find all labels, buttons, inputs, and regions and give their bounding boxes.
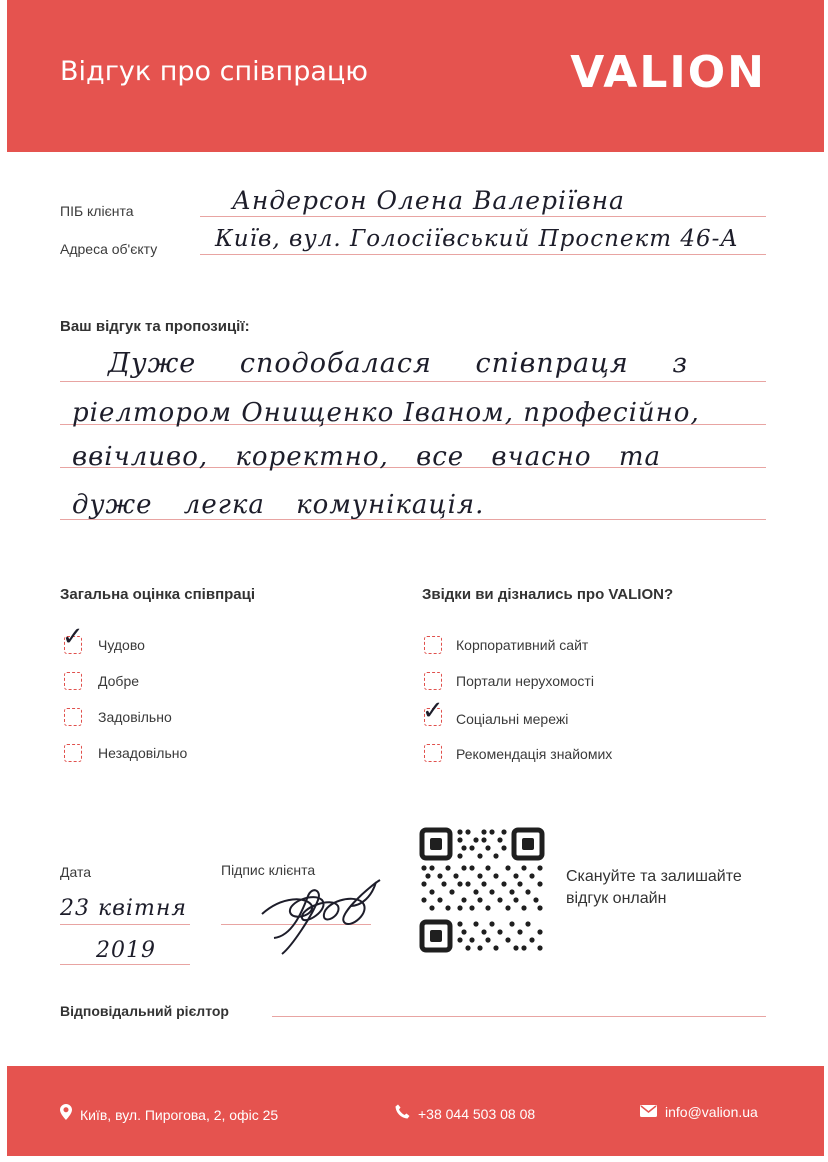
date-line-2 xyxy=(60,964,190,965)
rating-option-good: Добре xyxy=(98,673,140,689)
feedback-text-2: ріелтором Онищенко Іваном, професійно, xyxy=(72,398,700,428)
footer-phone[interactable] xyxy=(395,1104,535,1123)
client-name-value: Андерсон Олена Валеріївна xyxy=(232,186,625,215)
rating-option-satisfactory: Задовільно xyxy=(98,709,172,725)
source-option-social: Соціальні мережі xyxy=(456,711,569,727)
footer-email-text: info@valion.ua xyxy=(665,1104,758,1120)
rating-option-excellent: Чудово xyxy=(98,637,145,653)
source-checkbox-portals[interactable] xyxy=(424,672,442,690)
signature-label: Підпис клієнта xyxy=(221,862,316,878)
rating-checkbox-satisfactory[interactable] xyxy=(64,708,82,726)
footer-band xyxy=(7,1066,824,1156)
client-name-line xyxy=(200,216,766,217)
rating-checkbox-unsatisfactory[interactable] xyxy=(64,744,82,762)
envelope-icon xyxy=(640,1104,657,1121)
client-signature-image xyxy=(252,866,392,958)
qr-code[interactable] xyxy=(418,826,546,954)
checkmark-icon: ✓ xyxy=(422,696,444,726)
qr-code-icon xyxy=(418,826,546,954)
realtor-label: Відповідальний рієлтор xyxy=(60,1003,229,1019)
rating-option-unsatisfactory: Незадовільно xyxy=(98,745,188,761)
footer-address-text: Київ, вул. Пирогова, 2, офіс 25 xyxy=(80,1107,279,1123)
qr-caption: Скануйте та залишайте відгук онлайн xyxy=(566,868,742,907)
client-address-label: Адреса об'єкту xyxy=(60,241,158,257)
location-pin-icon xyxy=(60,1104,72,1124)
source-option-website: Корпоративний сайт xyxy=(456,637,589,653)
page-title: Відгук про співпрацю xyxy=(60,56,368,87)
footer-address xyxy=(60,1104,278,1124)
feedback-label: Ваш відгук та пропозиції: xyxy=(60,318,250,335)
header-band xyxy=(7,0,824,152)
feedback-line-1 xyxy=(60,381,766,382)
source-checkbox-recommendation[interactable] xyxy=(424,744,442,762)
client-name-label: ПІБ клієнта xyxy=(60,203,134,219)
feedback-text-1: Дуже сподобалася співпраця з xyxy=(108,348,689,379)
date-line-1 xyxy=(60,924,190,925)
source-option-portals: Портали нерухомості xyxy=(456,673,594,689)
date-label: Дата xyxy=(60,864,92,880)
client-address-line xyxy=(200,254,766,255)
rating-checkbox-good[interactable] xyxy=(64,672,82,690)
phone-icon xyxy=(395,1104,410,1123)
footer-phone-text: +38 044 503 08 08 xyxy=(418,1106,536,1122)
feedback-text-4: дуже легка комунікація. xyxy=(72,490,485,520)
source-option-recommendation: Рекомендація знайомих xyxy=(456,746,613,762)
source-checkbox-website[interactable] xyxy=(424,636,442,654)
rating-title: Загальна оцінка співпраці xyxy=(60,586,256,603)
source-title: Звідки ви дізнались про VALION? xyxy=(422,586,674,603)
date-value-line-2: 2019 xyxy=(96,938,156,963)
realtor-line xyxy=(272,1016,766,1017)
valion-logo: VALION xyxy=(570,47,766,98)
date-value-line-1: 23 квітня xyxy=(60,896,187,921)
checkmark-icon: ✓ xyxy=(62,622,84,652)
footer-email[interactable] xyxy=(640,1104,758,1121)
client-address-value: Київ, вул. Голосіївський Проспект 46-А xyxy=(215,226,739,252)
feedback-text-3: ввічливо, коректно, все вчасно та xyxy=(72,442,661,472)
